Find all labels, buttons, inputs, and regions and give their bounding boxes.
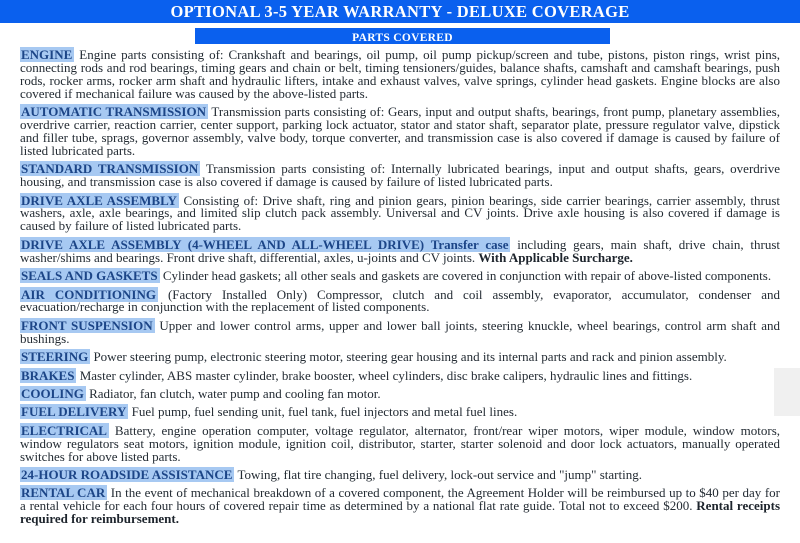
section-body: Master cylinder, ABS master cylinder, brake booster, wheel cylinders, disc brake calipers, hydraulic lines and fittings. [79,367,693,383]
section-heading: 24-HOUR ROADSIDE ASSISTANCE [21,466,233,482]
section-heading: FRONT SUSPENSION [21,317,153,333]
section-body: Transmission parts consisting of: Internally lubricated bearings, input and output shafts, gears, overdrive housing, and transmission case is also covered if damage is caused by failure of listed lubricated parts. [20,161,780,190]
section-heading-highlight [20,404,128,419]
coverage-section-front-suspension [20,317,781,346]
section-heading-highlight [20,368,76,383]
coverage-section-drive-axle-assembly [20,192,781,234]
section-body: (Factory Installed Only) Compressor, clutch and coil assembly, evaporator, accumulator, condenser and evacuation/recharge in conjunction with the replacement of listed components. [20,286,780,315]
coverage-section-24-hour-roadside-assistance [20,466,780,482]
scan-shadow [774,368,800,416]
section-body: including gears, main shaft, drive chain, thrust washer/shims and bearings. Front drive shaft, differential, axles, u-joints and CV joints. [20,236,781,265]
section-heading-highlight [20,349,90,364]
section-heading: AIR CONDITIONING [21,286,156,302]
section-body: In the event of mechanical breakdown of a covered component, the Agreement Holder will be reimbursed up to $40 per day for a rental vehicle for each four hours of covered repair time as determined by a national flat rate guide. Total not to exceed $200. [20,485,780,514]
coverage-section-brakes [20,367,780,383]
section-heading: ELECTRICAL [21,422,107,438]
section-body: Fuel pump, fuel sending unit, fuel tank, fuel injectors and metal fuel lines. [131,404,518,420]
section-body: Consisting of: Drive shaft, ring and pinion gears, pinion bearings, side carrier bearings, carrier assembly, thrust washers, axle, axle bearings, and limited slip clutch pack assembly. Universal and CV joints. Drive axle housing is also covered if damage is caused by failure of listed lubricated parts. [20,192,781,234]
section-heading: ENGINE [21,47,73,62]
section-heading: SEALS AND GASKETS [21,268,158,284]
section-heading: DRIVE AXLE ASSEMBLY [21,192,177,208]
coverage-section-cooling [20,385,780,401]
coverage-section-fuel-delivery [20,406,780,419]
coverage-section-drive-axle-assembly-4-wheel-and-all-wheel-drive [20,236,781,265]
section-heading: FUEL DELIVERY [21,404,127,420]
coverage-section-air-conditioning [20,286,780,315]
coverage-section-seals-and-gaskets [20,270,780,283]
section-body: Power steering pump, electronic steering motor, steering gear housing and its internal parts and rack and pinion assembly. [93,349,727,365]
coverage-section-automatic-transmission [20,106,780,158]
coverage-section-standard-transmission [20,163,780,189]
section-heading: COOLING [21,385,84,401]
section-body: Transmission parts consisting of: Gears, input and output shafts, bearings, front pump, planetary assemblies, overdrive carrier, reaction carrier, center support, parking lock actuator, stator and stator shaft, separator plate, pressure regulator valve, dipstick and filler tube, sprags, governor assembly, valve body, torque converter, and transmission case is also covered if damage is caused by failure of listed lubricated parts. [20,104,780,158]
section-heading: STEERING [21,349,89,365]
section-bold-tail: With Applicable Surcharge. [478,249,633,265]
section-heading-highlight [20,467,234,482]
parts-covered-bar [195,28,610,44]
section-heading-highlight [20,268,160,283]
section-body: Radiator, fan clutch, water pump and cooling fan motor. [89,385,381,401]
section-body: Upper and lower control arms, upper and lower ball joints, steering knuckle, wheel bearings, control arm shaft and bushings. [20,317,781,346]
coverage-section-engine [20,49,780,101]
coverage-section-steering [20,351,780,364]
section-body: Battery, engine operation computer, voltage regulator, alternator, front/rear wiper motors, wiper module, window motors, window regulators seat motors, ignition module, ignition coil, distributor, starter, starter solenoid and door lock actuators, manually operated switches for above listed parts. [20,422,781,464]
section-body: Cylinder head gaskets; all other seals and gaskets are covered in conjunction with repair of above-listed components. [162,268,772,284]
section-heading: BRAKES [21,367,75,383]
parts-covered-label: PARTS COVERED [352,32,453,44]
section-heading: AUTOMATIC TRANSMISSION [21,104,206,120]
document-title-bar [0,0,800,23]
coverage-section-electrical [20,422,781,464]
coverage-section-rental-car [20,487,780,526]
document-title: OPTIONAL 3-5 YEAR WARRANTY - DELUXE COVERAGE [170,2,630,21]
section-heading: RENTAL CAR [21,485,106,501]
section-body: Towing, flat tire changing, fuel delivery, lock-out service and "jump" starting. [237,466,642,482]
section-heading: DRIVE AXLE ASSEMBLY (4-WHEEL AND ALL-WHEEL DRIVE) [21,236,425,252]
coverage-sections [20,49,780,532]
section-body: Engine parts consisting of: Crankshaft and bearings, oil pump, oil pump pickup/screen and tube, pistons, piston rings, wrist pins, connecting rods and rod bearings, timing gears and chain or belt, timing tensioners/guides, balance shafts, camshaft and camshaft bearings, push rods, rocker arms, rocker arm shaft and hydraulic lifters, intake and exhaust valves, valve springs, cylinder head gaskets. Engine blocks are also covered if mechanical failure was caused by the above-listed parts. [20,47,781,101]
section-bold-tail: Rental receipts required for reimbursement. [20,498,781,527]
section-heading: STANDARD TRANSMISSION [21,161,199,177]
section-heading-highlight [20,386,86,401]
section-heading-suffix: Transfer case [430,236,509,252]
